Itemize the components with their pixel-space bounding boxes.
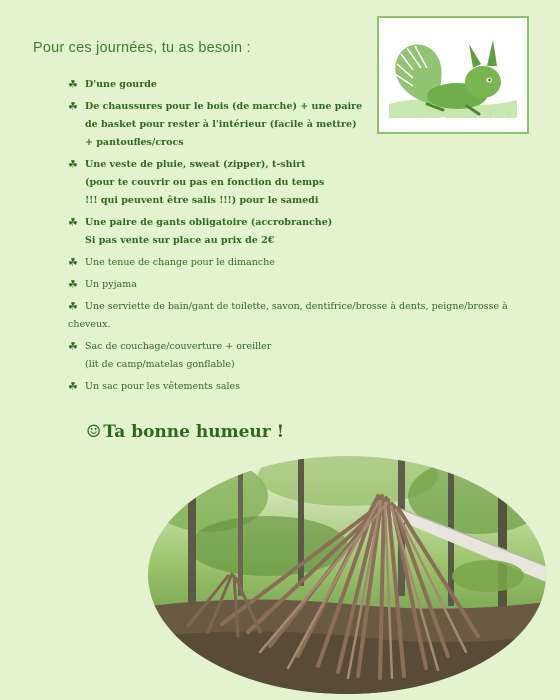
shamrock-icon: ☘ [68, 216, 78, 229]
forest-shelter-image [148, 456, 546, 694]
list-item-text: Un pyjama [85, 279, 137, 290]
list-item-text: Une serviette de bain/gant de toilette, savon, dentifrice/brosse à dents, peigne/brosse à [85, 301, 508, 312]
list-item-text: Une tenue de change pour le dimanche [85, 257, 275, 268]
shamrock-icon: ☘ [68, 300, 78, 313]
list-item-text: cheveux. [68, 319, 111, 330]
list-item-text: D'une gourde [85, 79, 157, 90]
good-mood-line [86, 422, 284, 442]
shamrock-icon: ☘ [68, 340, 78, 353]
shamrock-icon: ☘ [68, 100, 78, 113]
list-item [68, 298, 508, 334]
list-item-text: Un sac pour les vêtements sales [85, 381, 241, 392]
shamrock-icon: ☘ [68, 78, 78, 91]
list-item-text: (lit de camp/matelas gonflable) [85, 359, 235, 370]
list-item-text: + pantoufles/crocs [85, 137, 184, 148]
list-item [68, 254, 508, 272]
list-item [68, 378, 508, 396]
list-item-text: De chaussures pour le bois (de marche) + une paire [85, 101, 363, 112]
shamrock-icon: ☘ [68, 256, 78, 269]
list-item [68, 276, 508, 294]
list-item [68, 98, 508, 152]
list-item-text: !!! qui peuvent être salis !!!) pour le samedi [85, 195, 319, 206]
smiley-icon: ☺ [86, 422, 102, 442]
list-item-text: (pour te couvrir ou pas en fonction du temps [85, 177, 325, 188]
list-item-text: de basket pour rester à l'intérieur (facile à mettre) [85, 119, 357, 130]
list-item [68, 156, 508, 210]
list-item-text: Une paire de gants obligatoire (accrobranche) [85, 217, 333, 228]
list-item-text: Si pas vente sur place au prix de 2€ [85, 235, 275, 246]
list-item-text: Une veste de pluie, sweat (zipper), t-shirt [85, 159, 306, 170]
list-item [68, 214, 508, 250]
list-item-text: Sac de couchage/couverture + oreiller [85, 341, 272, 352]
page-heading: Pour ces journées, tu as besoin : [33, 40, 251, 56]
checklist [68, 76, 508, 396]
good-mood-text: Ta bonne humeur ! [103, 422, 285, 442]
shamrock-icon: ☘ [68, 380, 78, 393]
list-item [68, 338, 508, 374]
shamrock-icon: ☘ [68, 158, 78, 171]
list-item [68, 76, 508, 94]
logo-text: Copain des bois [439, 116, 511, 127]
shamrock-icon: ☘ [68, 278, 78, 291]
